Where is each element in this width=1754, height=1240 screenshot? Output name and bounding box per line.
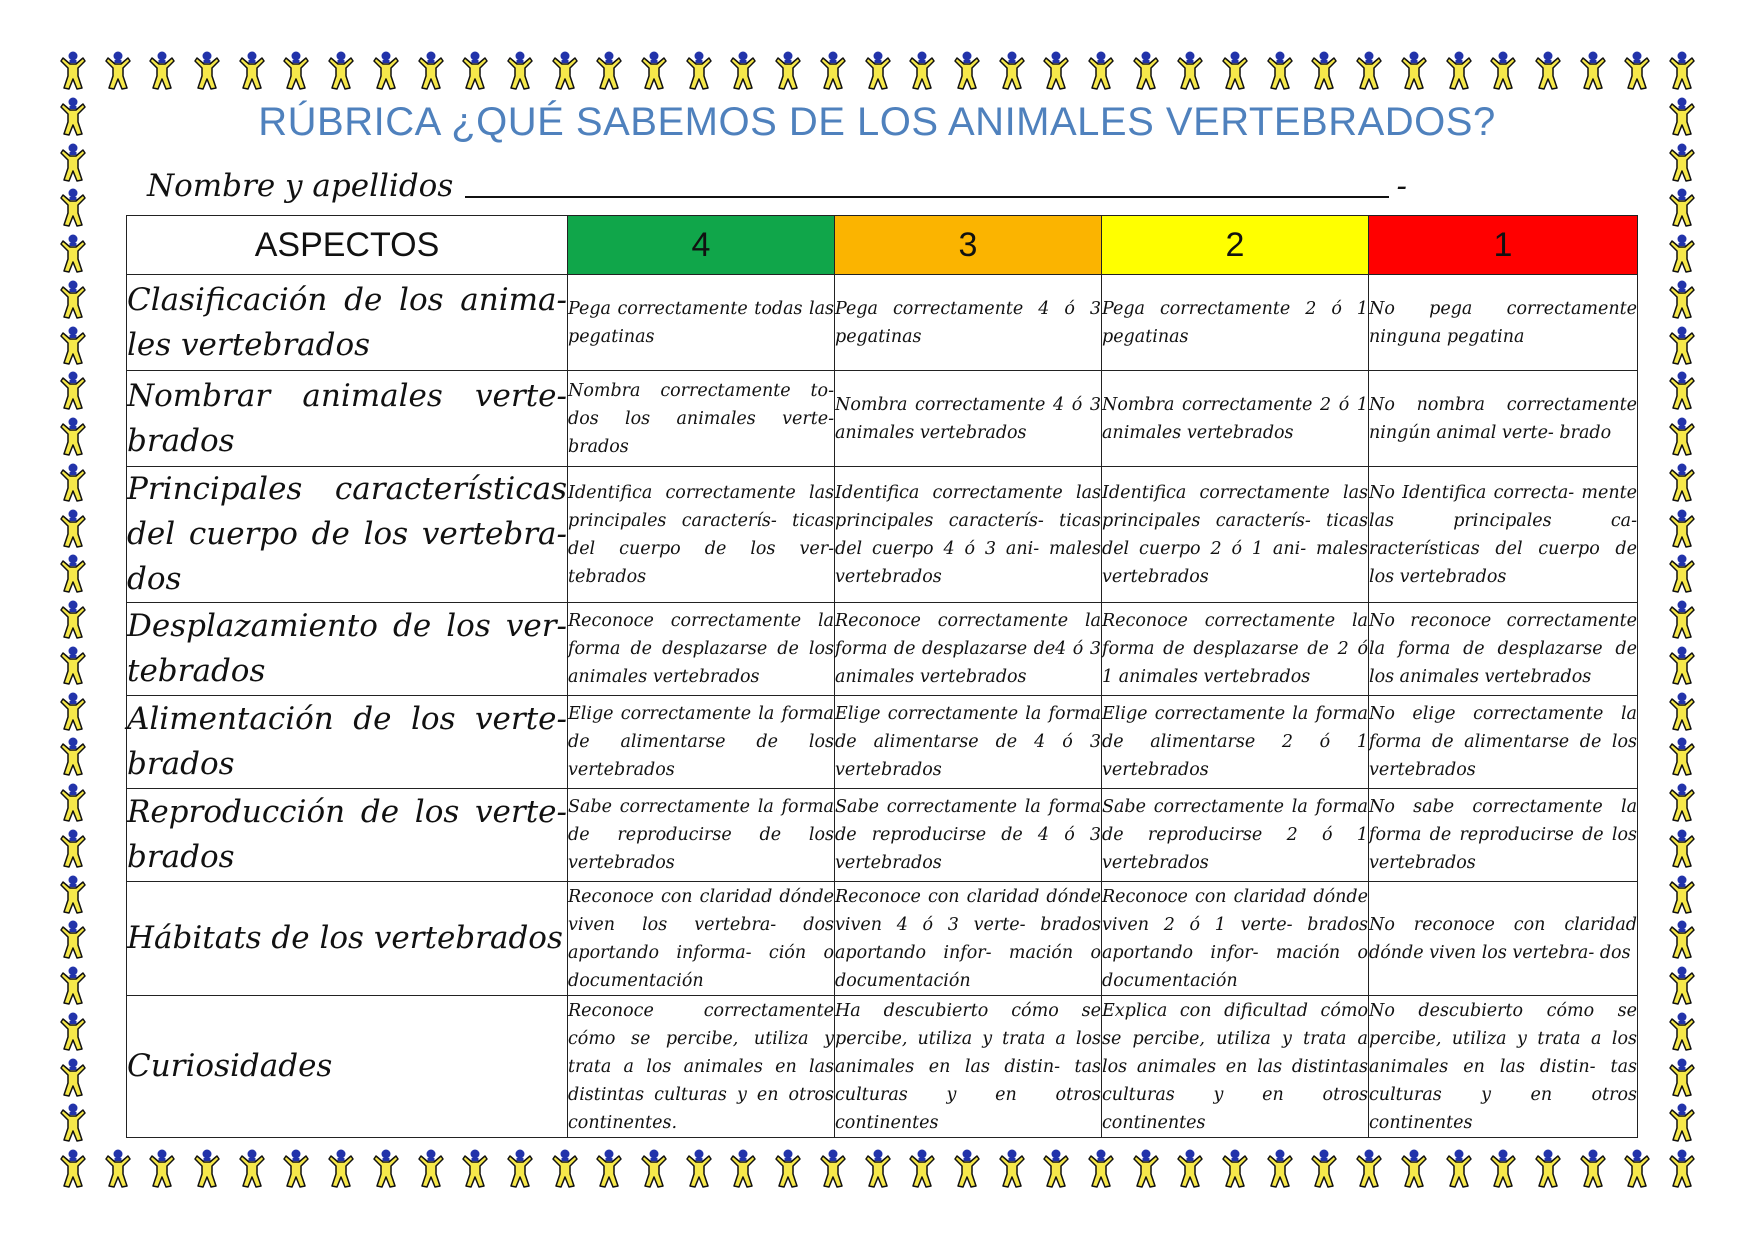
yellow-person-icon — [150, 52, 174, 90]
yellow-person-icon — [1670, 830, 1694, 868]
yellow-person-icon — [821, 52, 845, 90]
level-1-cell: No elige correctamente la forma de alimentarse de los vertebrados — [1369, 696, 1638, 789]
yellow-person-icon — [61, 372, 85, 410]
yellow-person-icon — [1670, 647, 1694, 685]
yellow-person-icon — [1536, 52, 1560, 90]
level-3-cell: Ha descubierto cómo se percibe, utiliza y trata a los animales en las distin- tas culturas y en otros continentes — [835, 996, 1102, 1138]
yellow-person-icon — [61, 1150, 85, 1188]
yellow-person-icon — [1670, 1104, 1694, 1142]
yellow-person-icon — [61, 418, 85, 456]
yellow-person-icon — [61, 144, 85, 182]
yellow-person-icon — [419, 52, 443, 90]
yellow-person-icon — [374, 1150, 398, 1188]
level-2-cell: Sabe correctamente la forma de reproducirse 2 ó 1 vertebrados — [1102, 789, 1369, 882]
yellow-person-icon — [61, 52, 85, 90]
yellow-person-icon — [955, 1150, 979, 1188]
yellow-person-icon — [61, 281, 85, 319]
aspect-cell: Curiosidades — [127, 996, 568, 1138]
level-3-cell: Sabe correctamente la forma de reproducirse de 4 ó 3 vertebrados — [835, 789, 1102, 882]
yellow-person-icon — [61, 601, 85, 639]
yellow-person-icon — [1670, 738, 1694, 776]
aspect-cell: Nombrar animales verte- brados — [127, 371, 568, 467]
level-2-cell: Nombra correctamente 2 ó 1 animales vertebrados — [1102, 371, 1369, 467]
yellow-person-icon — [1670, 784, 1694, 822]
yellow-person-icon — [642, 52, 666, 90]
yellow-person-icon — [1670, 1059, 1694, 1097]
yellow-person-icon — [1044, 1150, 1068, 1188]
yellow-person-icon — [61, 555, 85, 593]
yellow-person-icon — [1670, 921, 1694, 959]
yellow-person-icon — [329, 52, 353, 90]
yellow-person-icon — [1134, 52, 1158, 90]
yellow-person-icon — [1268, 1150, 1292, 1188]
yellow-person-icon — [419, 1150, 443, 1188]
yellow-person-icon — [284, 52, 308, 90]
yellow-person-icon — [1670, 464, 1694, 502]
yellow-person-icon — [1670, 235, 1694, 273]
header-level-1: 1 — [1369, 216, 1638, 275]
yellow-person-icon — [240, 1150, 264, 1188]
yellow-person-icon — [1491, 52, 1515, 90]
yellow-person-icon — [1357, 1150, 1381, 1188]
yellow-person-icon — [910, 1150, 934, 1188]
yellow-person-icon — [1536, 1150, 1560, 1188]
yellow-person-icon — [508, 1150, 532, 1188]
aspect-cell: Alimentación de los verte- brados — [127, 696, 568, 789]
yellow-person-icon — [597, 52, 621, 90]
level-2-cell: Reconoce con claridad dónde viven 2 ó 1 verte- brados aportando infor- mación o documentación — [1102, 882, 1369, 996]
table-row — [127, 882, 1638, 996]
yellow-person-icon — [61, 830, 85, 868]
yellow-person-icon — [61, 510, 85, 548]
yellow-person-icon — [61, 738, 85, 776]
yellow-person-icon — [1178, 52, 1202, 90]
yellow-person-icon — [195, 1150, 219, 1188]
yellow-person-icon — [1447, 52, 1471, 90]
yellow-person-icon — [1670, 693, 1694, 731]
yellow-person-icon — [61, 327, 85, 365]
yellow-person-icon — [61, 784, 85, 822]
level-1-cell: No reconoce con claridad dónde viven los vertebra- dos — [1369, 882, 1638, 996]
level-4-cell: Elige correctamente la forma de alimentarse de los vertebrados — [568, 696, 835, 789]
yellow-person-icon — [61, 1059, 85, 1097]
header-level-4: 4 — [568, 216, 835, 275]
yellow-person-icon — [1670, 189, 1694, 227]
yellow-person-icon — [687, 52, 711, 90]
yellow-person-icon — [1402, 52, 1426, 90]
aspect-cell: Principales características del cuerpo de los vertebra- dos — [127, 467, 568, 603]
yellow-person-icon — [374, 52, 398, 90]
yellow-person-icon — [240, 52, 264, 90]
table-row — [127, 603, 1638, 696]
yellow-person-icon — [463, 1150, 487, 1188]
yellow-person-icon — [1268, 52, 1292, 90]
yellow-person-icon — [553, 52, 577, 90]
yellow-person-icon — [106, 52, 130, 90]
level-3-cell: Nombra correctamente 4 ó 3 animales vertebrados — [835, 371, 1102, 467]
yellow-person-icon — [731, 52, 755, 90]
level-4-cell: Nombra correctamente to- dos los animales verte- brados — [568, 371, 835, 467]
yellow-person-icon — [866, 52, 890, 90]
level-2-cell: Explica con dificultad cómo se percibe, utiliza y trata a los animales en las distintas culturas y en otros continentes — [1102, 996, 1369, 1138]
yellow-person-icon — [329, 1150, 353, 1188]
header-row — [127, 216, 1638, 275]
yellow-person-icon — [61, 464, 85, 502]
level-4-cell: Identifica correctamente las principales caracterís- ticas del cuerpo de los ver- tebrados — [568, 467, 835, 603]
yellow-person-icon — [61, 967, 85, 1005]
yellow-person-icon — [1357, 52, 1381, 90]
yellow-person-icon — [821, 1150, 845, 1188]
yellow-person-icon — [1670, 876, 1694, 914]
yellow-person-icon — [106, 1150, 130, 1188]
yellow-person-icon — [61, 876, 85, 914]
name-trailing-dash: - — [1396, 168, 1407, 204]
yellow-person-icon — [1670, 281, 1694, 319]
level-4-cell: Sabe correctamente la forma de reproducirse de los vertebrados — [568, 789, 835, 882]
level-1-cell: No nombra correctamente ningún animal verte- brado — [1369, 371, 1638, 467]
yellow-person-icon — [150, 1150, 174, 1188]
level-3-cell: Pega correctamente 4 ó 3 pegatinas — [835, 275, 1102, 371]
yellow-person-icon — [1312, 52, 1336, 90]
level-2-cell: Reconoce correctamente la forma de desplazarse de 2 ó 1 animales vertebrados — [1102, 603, 1369, 696]
level-1-cell: No reconoce correctamente la forma de desplazarse de los animales vertebrados — [1369, 603, 1638, 696]
yellow-person-icon — [642, 1150, 666, 1188]
level-3-cell: Reconoce con claridad dónde viven 4 ó 3 verte- brados aportando infor- mación o documentación — [835, 882, 1102, 996]
yellow-person-icon — [1670, 1013, 1694, 1051]
page-title: RÚBRICA ¿QUÉ SABEMOS DE LOS ANIMALES VERTEBRADOS? — [258, 100, 1496, 144]
yellow-person-icon — [1402, 1150, 1426, 1188]
yellow-person-icon — [1625, 1150, 1649, 1188]
yellow-person-icon — [61, 189, 85, 227]
yellow-person-icon — [1670, 1150, 1694, 1188]
yellow-person-icon — [508, 52, 532, 90]
yellow-person-icon — [61, 693, 85, 731]
level-3-cell: Reconoce correctamente la forma de desplazarse de4 ó 3 animales vertebrados — [835, 603, 1102, 696]
yellow-person-icon — [1044, 52, 1068, 90]
yellow-person-icon — [1134, 1150, 1158, 1188]
yellow-person-icon — [1670, 555, 1694, 593]
yellow-person-icon — [1581, 1150, 1605, 1188]
yellow-person-icon — [1089, 52, 1113, 90]
aspect-cell: Reproducción de los verte- brados — [127, 789, 568, 882]
aspect-cell: Desplazamiento de los ver- tebrados — [127, 603, 568, 696]
yellow-person-icon — [1178, 1150, 1202, 1188]
table-row — [127, 996, 1638, 1138]
yellow-person-icon — [1670, 144, 1694, 182]
yellow-person-icon — [1625, 52, 1649, 90]
table-row — [127, 467, 1638, 603]
yellow-person-icon — [61, 1104, 85, 1142]
table-row — [127, 789, 1638, 882]
yellow-person-icon — [1447, 1150, 1471, 1188]
level-3-cell: Identifica correctamente las principales caracterís- ticas del cuerpo 4 ó 3 ani- males vertebrados — [835, 467, 1102, 603]
yellow-person-icon — [195, 52, 219, 90]
yellow-person-icon — [61, 921, 85, 959]
name-label: Nombre y apellidos — [147, 168, 454, 204]
yellow-person-icon — [776, 1150, 800, 1188]
yellow-person-icon — [463, 52, 487, 90]
level-2-cell: Pega correctamente 2 ó 1 pegatinas — [1102, 275, 1369, 371]
yellow-person-icon — [284, 1150, 308, 1188]
header-level-3: 3 — [835, 216, 1102, 275]
yellow-person-icon — [1670, 327, 1694, 365]
level-1-cell: No pega correctamente ninguna pegatina — [1369, 275, 1638, 371]
yellow-person-icon — [1670, 601, 1694, 639]
level-4-cell: Reconoce correctamente la forma de desplazarse de los animales vertebrados — [568, 603, 835, 696]
yellow-person-icon — [1670, 372, 1694, 410]
yellow-person-icon — [61, 647, 85, 685]
level-3-cell: Elige correctamente la forma de alimentarse de 4 ó 3 vertebrados — [835, 696, 1102, 789]
yellow-person-icon — [910, 52, 934, 90]
yellow-person-icon — [597, 1150, 621, 1188]
level-4-cell: Reconoce con claridad dónde viven los vertebra- dos aportando informa- ción o documentación — [568, 882, 835, 996]
aspect-cell: Hábitats de los vertebrados — [127, 882, 568, 996]
yellow-person-icon — [687, 1150, 711, 1188]
level-4-cell: Reconoce correctamente cómo se percibe, utiliza y trata a los animales en las distintas culturas y en otros continentes. — [568, 996, 835, 1138]
level-1-cell: No sabe correctamente la forma de reproducirse de los vertebrados — [1369, 789, 1638, 882]
header-aspects: ASPECTOS — [127, 216, 568, 275]
yellow-person-icon — [1670, 52, 1694, 90]
level-1-cell: No descubierto cómo se percibe, utiliza y trata a los animales en las distin- tas culturas y en otros continentes — [1369, 996, 1638, 1138]
level-4-cell: Pega correctamente todas las pegatinas — [568, 275, 835, 371]
yellow-person-icon — [866, 1150, 890, 1188]
yellow-person-icon — [553, 1150, 577, 1188]
yellow-person-icon — [61, 1013, 85, 1051]
yellow-person-icon — [1581, 52, 1605, 90]
name-field[interactable] — [147, 168, 1407, 204]
level-1-cell: No Identifica correcta- mente las principales ca- racterísticas del cuerpo de los vertebrados — [1369, 467, 1638, 603]
name-underline — [465, 195, 1388, 198]
yellow-person-icon — [1491, 1150, 1515, 1188]
table-row — [127, 275, 1638, 371]
yellow-person-icon — [955, 52, 979, 90]
yellow-person-icon — [1670, 967, 1694, 1005]
yellow-person-icon — [1223, 52, 1247, 90]
yellow-person-icon — [1000, 1150, 1024, 1188]
yellow-person-icon — [1089, 1150, 1113, 1188]
yellow-person-icon — [1670, 510, 1694, 548]
yellow-person-icon — [776, 52, 800, 90]
header-level-2: 2 — [1102, 216, 1369, 275]
yellow-person-icon — [731, 1150, 755, 1188]
yellow-person-icon — [1000, 52, 1024, 90]
yellow-person-icon — [1670, 418, 1694, 456]
rubric-table — [126, 215, 1638, 1138]
table-row — [127, 696, 1638, 789]
level-2-cell: Identifica correctamente las principales caracterís- ticas del cuerpo 2 ó 1 ani- males vertebrados — [1102, 467, 1369, 603]
table-row — [127, 371, 1638, 467]
yellow-person-icon — [61, 235, 85, 273]
level-2-cell: Elige correctamente la forma de alimentarse 2 ó 1 vertebrados — [1102, 696, 1369, 789]
aspect-cell: Clasificación de los anima- les vertebrados — [127, 275, 568, 371]
yellow-person-icon — [1223, 1150, 1247, 1188]
yellow-person-icon — [1312, 1150, 1336, 1188]
